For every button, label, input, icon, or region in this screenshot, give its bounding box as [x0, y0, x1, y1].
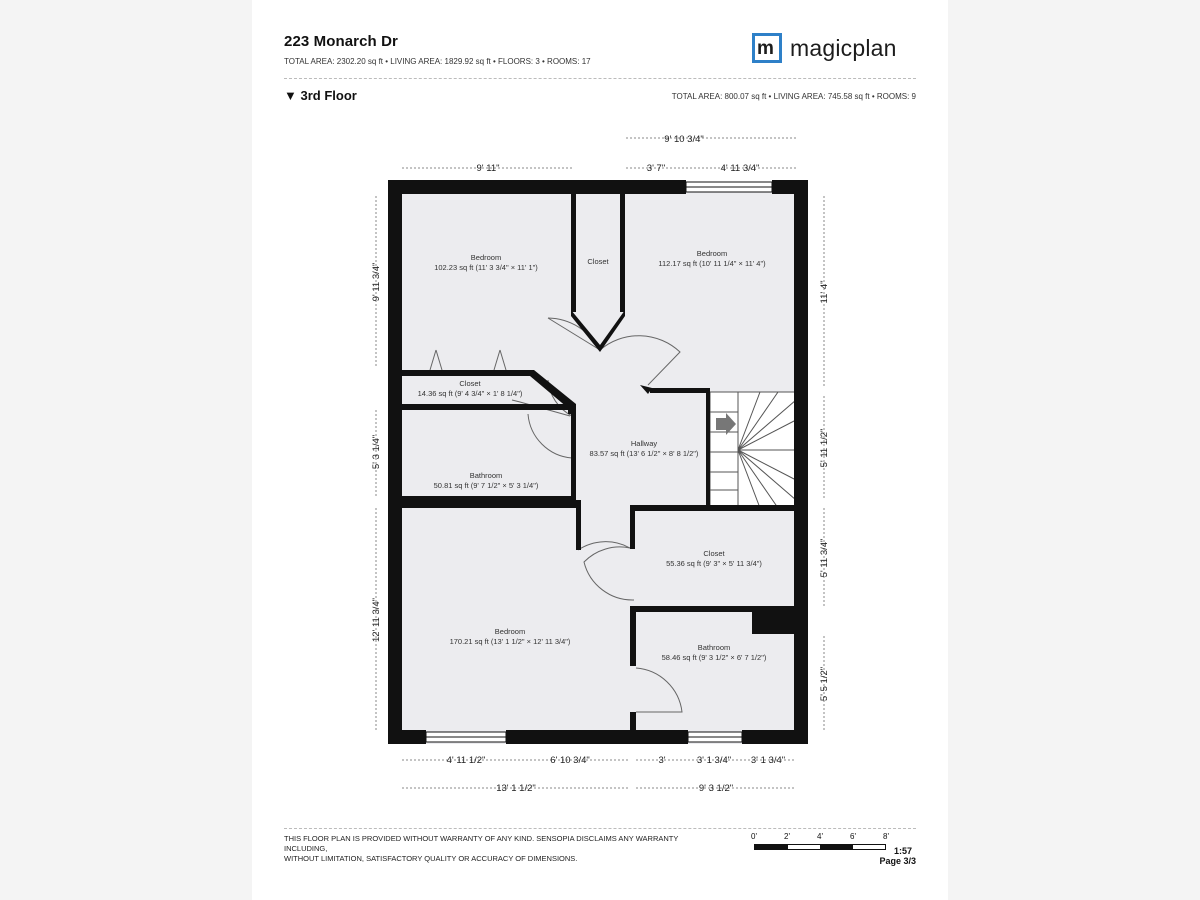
- dim-bottom-overall-left: 13' 1 1/2": [496, 783, 536, 794]
- dim-left-3: 12' 11 3/4": [371, 597, 382, 643]
- room-name-bedroom-nw: Bedroom: [470, 253, 502, 262]
- dim-right-2: 5' 11 1/2": [819, 428, 830, 468]
- dim-top-left: 9' 11": [476, 163, 500, 174]
- room-area-bathroom-se: 58.46 sq ft (9' 3 1/2" × 6' 7 1/2"): [661, 653, 767, 662]
- dim-bottom-1: 4' 11 1/2": [446, 755, 486, 766]
- disclaimer: THIS FLOOR PLAN IS PROVIDED WITHOUT WARRANTY OF ANY KIND. SENSOPIA DISCLAIMS ANY WARRANTY INCLUDING, WITHOUT LIMITATION, SATISFACTORY QUALITY OR ACCURACY OF DIMENSIONS.: [284, 834, 679, 863]
- room-name-bathroom-se: Bathroom: [697, 643, 731, 652]
- room-area-closet-e: 55.36 sq ft (9' 3" × 5' 11 3/4"): [666, 559, 762, 568]
- logo-mark-icon: m: [752, 33, 782, 63]
- room-area-bathroom-w: 50.81 sq ft (9' 7 1/2" × 5' 3 1/4"): [433, 481, 539, 490]
- property-summary: TOTAL AREA: 2302.20 sq ft • LIVING AREA: 1829.92 sq ft • FLOORS: 3 • ROOMS: 17: [284, 57, 591, 66]
- property-title: 223 Monarch Dr: [284, 33, 398, 50]
- scale-label: 0': [751, 832, 757, 841]
- room-area-bedroom-ne: 112.17 sq ft (10' 11 1/4" × 11' 4"): [658, 259, 766, 268]
- scale-label: 4': [817, 832, 823, 841]
- scale-label: 2': [784, 832, 790, 841]
- dim-left-1: 9' 11 3/4": [371, 262, 382, 302]
- dim-bottom-overall-right: 9' 3 1/2": [698, 783, 734, 794]
- room-area-bedroom-s: 170.21 sq ft (13' 1 1/2" × 12' 11 3/4"): [449, 637, 571, 646]
- dim-bottom-2: 6' 10 3/4": [550, 755, 590, 766]
- room-name-hallway: Hallway: [630, 439, 658, 448]
- room-name-bedroom-s: Bedroom: [494, 627, 526, 636]
- scale-label: 6': [850, 832, 856, 841]
- dim-right-4: 5' 5 1/2": [819, 666, 830, 702]
- dim-top-mid: 3' 7": [646, 163, 666, 174]
- dim-right-1: 11' 4": [819, 280, 830, 304]
- room-area-hallway: 83.57 sq ft (13' 6 1/2" × 8' 8 1/2"): [589, 449, 699, 458]
- room-name-bedroom-ne: Bedroom: [696, 249, 728, 258]
- scale-ratio: 1:57: [893, 846, 912, 856]
- room-area-closet-w: 14.36 sq ft (9' 4 3/4" × 1' 8 1/4"): [417, 389, 523, 398]
- dim-top-right: 4' 11 3/4": [720, 163, 760, 174]
- floor-title: ▼ 3rd Floor: [284, 88, 357, 103]
- floor-summary: TOTAL AREA: 800.07 sq ft • LIVING AREA: 745.58 sq ft • ROOMS: 9: [671, 92, 916, 101]
- dim-top-overall: 9' 10 3/4": [664, 134, 704, 145]
- page-number: Page 3/3: [879, 856, 916, 866]
- scale-label: 8': [883, 832, 889, 841]
- room-name-closet-n: Closet: [587, 257, 609, 266]
- staircase: [710, 392, 796, 508]
- room-name-closet-w: Closet: [459, 379, 481, 388]
- room-name-bathroom-w: Bathroom: [469, 471, 503, 480]
- dim-left-2: 5' 3 1/4": [371, 434, 382, 470]
- dim-bottom-4: 3' 1 3/4": [696, 755, 732, 766]
- logo-text: magicplan: [790, 34, 897, 61]
- dim-bottom-5: 3' 1 3/4": [750, 755, 786, 766]
- room-name-closet-e: Closet: [703, 549, 725, 558]
- room-area-bedroom-nw: 102.23 sq ft (11' 3 3/4" × 11' 1"): [434, 263, 538, 272]
- dim-right-3: 5' 11 3/4": [819, 538, 830, 578]
- dim-bottom-3: 3': [658, 755, 666, 766]
